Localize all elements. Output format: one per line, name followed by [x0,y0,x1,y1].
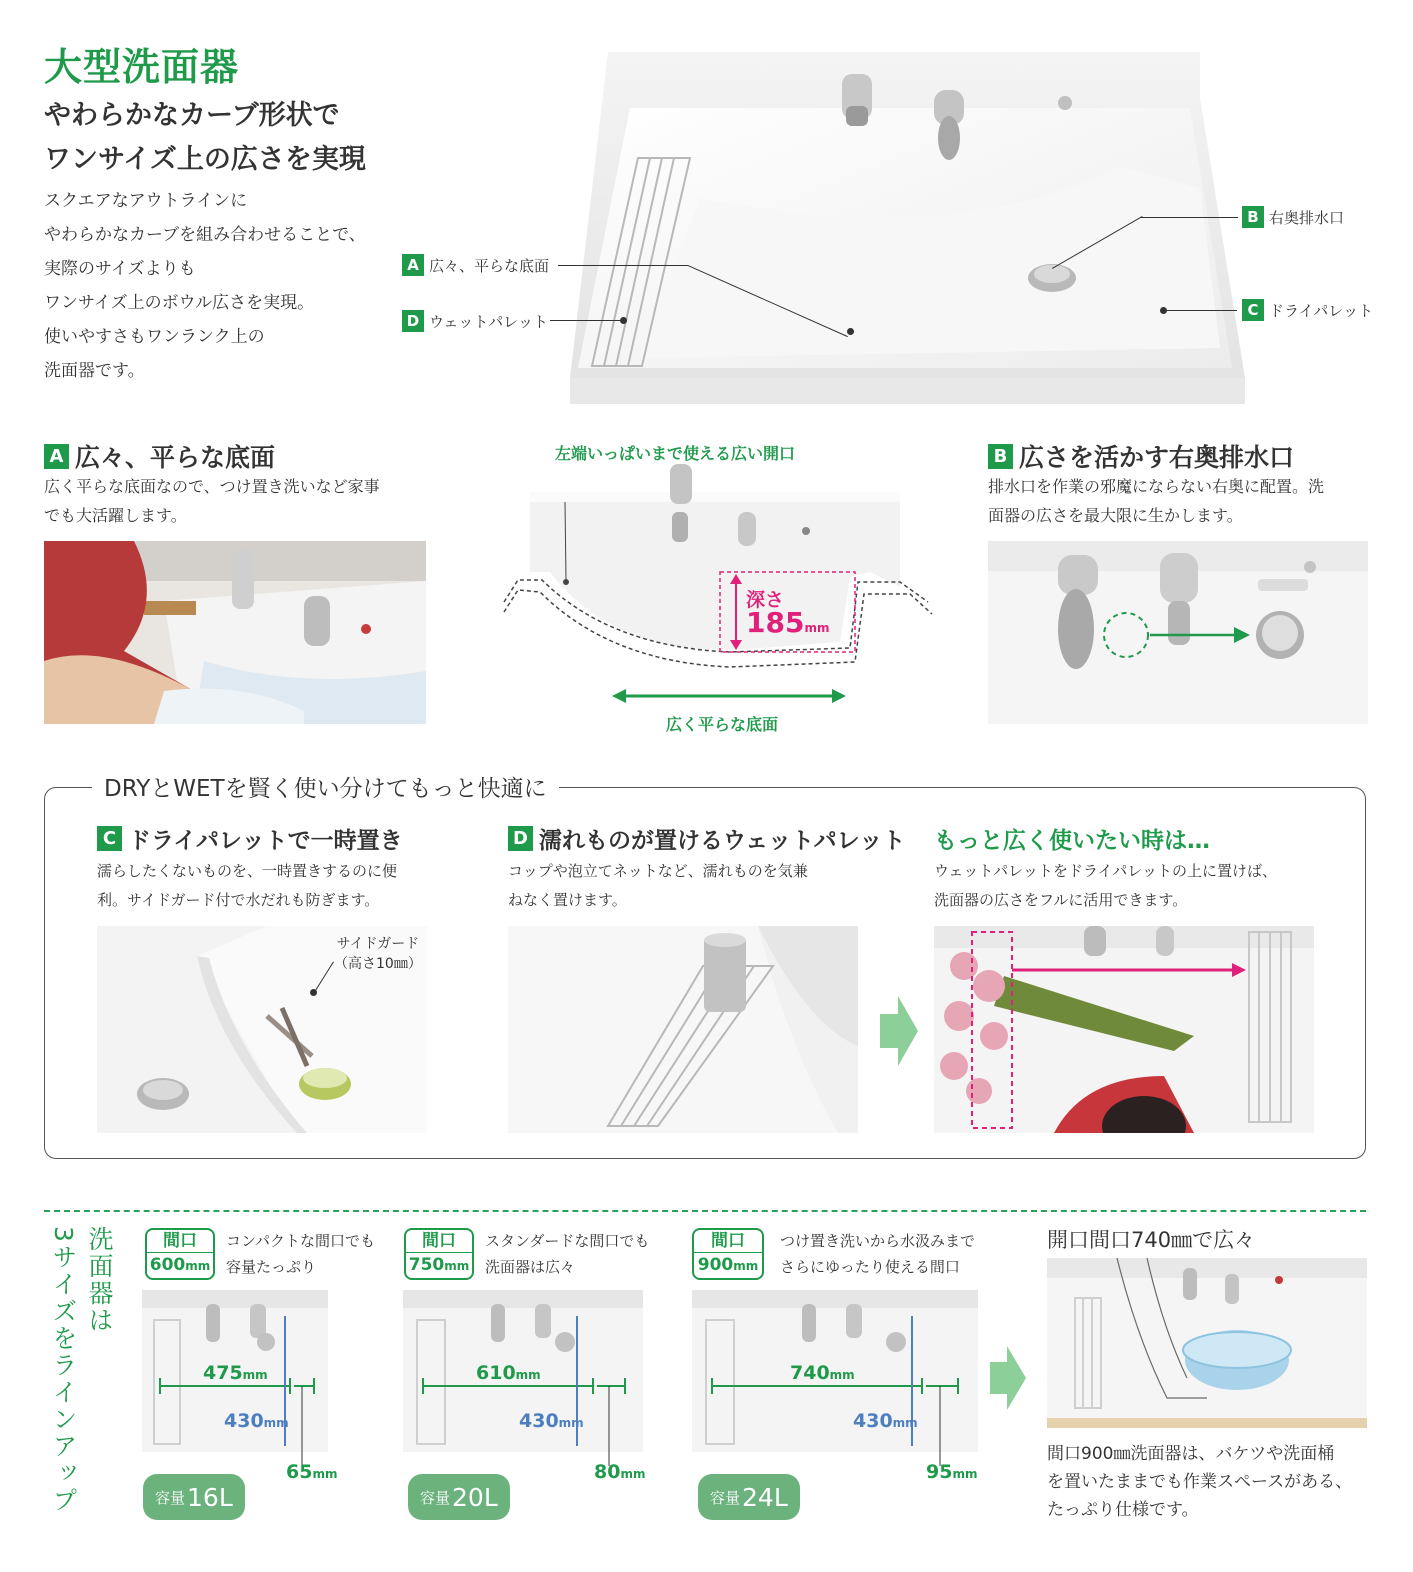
size-desc-line: スタンダードな間口でも [485,1232,650,1250]
size-tag-900 [692,1228,764,1280]
hero-body-line: 実際のサイズよりも [44,259,196,279]
size-tag-number: 750 [408,1255,445,1275]
feature-body-line: を置いたままでも作業スペースがある、 [1047,1472,1353,1492]
section-c-title [97,822,403,855]
size-desc-line: コンパクトな間口でも [226,1232,375,1250]
size-desc-600 [226,1228,375,1280]
size-desc-line: さらにゆったり使える間口 [780,1258,960,1276]
size-tag-750 [404,1228,474,1280]
depth-number: 430 [853,1410,893,1432]
size-tag-label: 間口 [422,1231,456,1251]
photo-900-basin [1047,1258,1367,1428]
callout-d-label: ウェットパレット [429,312,548,331]
size-tag-unit: mm [733,1259,759,1273]
badge-d: D [402,310,424,332]
side-unit: mm [620,1467,646,1481]
hero-body-line: やわらかなカーブを組み合わせることで、 [44,225,366,245]
dry-wet-title: DRYとWETを賢く使い分けてもっと快適に [92,770,559,803]
size-tag-label: 間口 [711,1231,745,1251]
size-tag-value [406,1252,472,1278]
callout-d-line [550,320,622,321]
width-unit: mm [242,1368,268,1382]
section-a-body-line: 広く平らな底面なので、つけ置き洗いなど家事 [44,477,380,496]
size-tag-number: 900 [697,1255,734,1275]
depth-value [746,606,829,639]
callout-a-dot [847,328,854,335]
depth-600 [224,1410,289,1432]
callout-c-label: ドライパレット [1269,301,1374,320]
hero-body-line: 使いやすさもワンランク上の [44,327,265,347]
size-desc-750 [485,1228,649,1280]
badge-a: A [402,254,424,276]
depth-unit: mm [804,621,830,635]
size-tag-label: 間口 [163,1231,197,1251]
capacity-value: 24L [742,1482,788,1512]
more-space-title: もっと広く使いたい時は… [934,828,1210,854]
size-desc-line: つけ置き洗いから水汲みまで [780,1232,976,1250]
badge-b: B [988,444,1013,469]
photo-flowers [934,926,1314,1133]
capacity-value: 16L [187,1482,233,1512]
depth-number: 430 [224,1410,264,1432]
size-tag-600 [145,1228,215,1280]
feature-body-line: 間口900㎜洗面器は、バケツや洗面桶 [1047,1444,1335,1464]
section-d-title [508,822,905,855]
callout-c-line [1165,310,1237,311]
arrow-right-icon [990,1346,1026,1410]
page-title: 大型洗面器 [44,45,240,89]
section-d-title-text: 濡れものが置けるウェットパレット [539,828,906,854]
capacity-value: 20L [452,1482,498,1512]
section-a-title-text: 広々、平らな底面 [75,443,276,472]
callout-b-line [1140,217,1238,218]
section-c-body-line: 利。サイドガード付で水だれも防ぎます。 [97,891,380,909]
section-b-title [988,438,1294,474]
callout-c [1242,299,1373,321]
depth-label: 深さ [746,589,785,611]
section-d-body-line: コップや泡立てネットなど、濡れものを気兼 [508,862,808,880]
side-600 [286,1461,337,1483]
depth-750 [519,1410,584,1432]
lineup-title-2: 3サイズをラインアップ [49,1226,78,1514]
photo-rear-drain [988,541,1368,724]
hero-body-line: 洗面器です。 [44,361,145,381]
width-number: 740 [790,1362,830,1384]
capacity-900 [698,1474,800,1520]
callout-c-dot [1160,307,1167,314]
more-space-body-line: ウェットパレットをドライパレットの上に置けば、 [934,862,1278,880]
photo-wet-pallet [508,926,858,1133]
badge-a: A [44,444,69,469]
side-unit: mm [312,1467,338,1481]
section-c-body [97,857,397,915]
callout-b [1242,206,1344,228]
diagram-bottom-label: 広く平らな底面 [666,715,779,734]
depth-unit: mm [892,1416,918,1430]
feature-title: 開口間口740㎜で広々 [1047,1228,1256,1252]
width-number: 610 [476,1362,516,1384]
feature-body [1047,1440,1352,1524]
size-desc-line: 容量たっぷり [226,1258,317,1276]
lineup-title-1: 洗面器は [85,1226,114,1334]
width-unit: mm [515,1368,541,1382]
callout-a-line [558,265,688,266]
width-600 [203,1362,268,1384]
side-900 [926,1461,977,1483]
hero-body-line: ワンサイズ上のボウル広さを実現。 [44,293,315,313]
hero-sink-image [560,48,1260,408]
section-b-body-line: 面器の広さを最大限に生かします。 [988,506,1243,525]
depth-900 [853,1410,918,1432]
callout-d [402,310,548,332]
side-guard-note-line: （高さ10㎜） [334,956,422,972]
section-c-body-line: 濡らしたくないものを、一時置きするのに便 [97,862,398,880]
hero-body [44,184,366,388]
lineup-divider [44,1210,1366,1212]
section-b-title-text: 広さを活かす右奥排水口 [1019,443,1295,472]
width-750 [476,1362,541,1384]
section-b-body-line: 排水口を作業の邪魔にならない右奥に配置。洗 [988,477,1325,496]
capacity-600 [143,1474,245,1520]
size-desc-900 [780,1228,975,1280]
section-d-body-line: ねなく置けます。 [508,891,627,909]
depth-number: 430 [519,1410,559,1432]
callout-b-label: 右奥排水口 [1269,208,1345,227]
side-guard-note [334,934,422,974]
capacity-label: 容量 [155,1488,186,1507]
size-tag-unit: mm [444,1259,470,1273]
more-space-body [934,857,1277,915]
size-desc-line: 洗面器は広々 [485,1258,576,1276]
depth-unit: mm [263,1416,289,1430]
section-a-body [44,472,380,530]
badge-d: D [508,826,533,851]
cross-section-diagram [500,462,940,742]
size-tag-unit: mm [185,1259,211,1273]
section-b-body [988,472,1324,530]
size-tag-number: 600 [149,1255,186,1275]
size-tag-value [147,1252,213,1278]
capacity-750 [408,1474,510,1520]
section-c-title-text: ドライパレットで一時置き [128,828,403,854]
diagram-top-label: 左端いっぱいまで使える広い開口 [555,444,796,463]
callout-a [402,254,549,276]
badge-b: B [1242,206,1264,228]
capacity-label: 容量 [420,1488,451,1507]
side-unit: mm [952,1467,978,1481]
side-guard-dot [310,989,317,996]
photo-flat-bottom [44,541,426,724]
side-number: 65 [286,1461,313,1483]
hero-subtitle-1: やわらかなカーブ形状で [44,100,340,131]
width-number: 475 [203,1362,243,1384]
depth-number: 185 [746,606,805,639]
side-guard-note-line: サイドガード [336,936,420,952]
size-tag-value [694,1252,762,1278]
section-d-body [508,857,808,915]
section-a-title [44,438,275,474]
width-unit: mm [829,1368,855,1382]
hero-body-line: スクエアなアウトラインに [44,191,248,211]
side-number: 95 [926,1461,953,1483]
badge-c: C [97,826,122,851]
badge-c: C [1242,299,1264,321]
callout-d-dot [620,317,627,324]
hero-subtitle-2: ワンサイズ上の広さを実現 [44,144,366,175]
side-750 [594,1461,645,1483]
feature-body-line: たっぷり仕様です。 [1047,1500,1199,1520]
side-number: 80 [594,1461,621,1483]
section-a-body-line: でも大活躍します。 [44,506,187,525]
width-900 [790,1362,855,1384]
callout-a-label: 広々、平らな底面 [429,256,550,275]
depth-unit: mm [558,1416,584,1430]
arrow-right-icon [880,996,918,1066]
more-space-body-line: 洗面器の広さをフルに活用できます。 [934,891,1188,909]
capacity-label: 容量 [710,1488,741,1507]
